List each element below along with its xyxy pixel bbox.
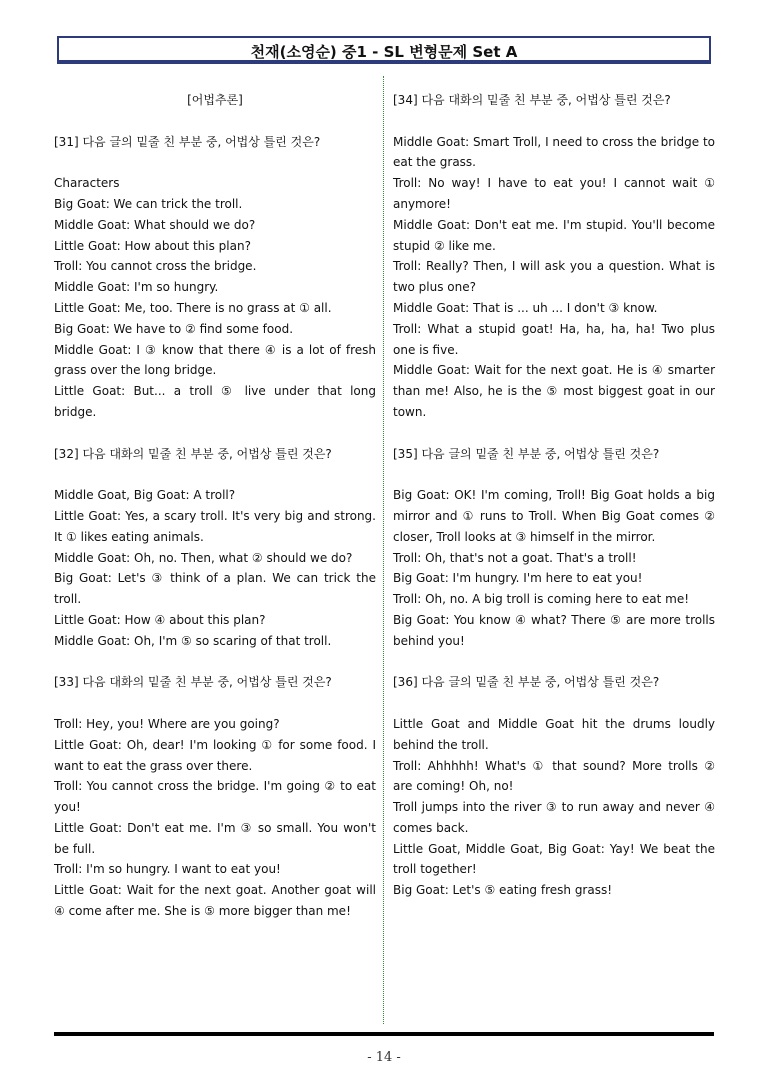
q32-line: Middle Goat, Big Goat: A troll? bbox=[54, 488, 236, 503]
q31-line: Middle Goat: I ③ know that there ④ is a lot of fresh grass over the long bridge. bbox=[54, 342, 376, 378]
q31-line: Big Goat: We can trick the troll. bbox=[54, 196, 243, 211]
q33-line: Little Goat: Wait for the next goat. Another goat will ④ come after me. She is ⑤ more bigger than me! bbox=[54, 883, 376, 919]
q35-line: Troll: Oh, that's not a goat. That's a troll! bbox=[393, 550, 637, 565]
question-33-label: [33] 다음 대화의 밑줄 친 부분 중, 어법상 틀린 것은? bbox=[54, 675, 332, 690]
q34-line: Middle Goat: Don't eat me. I'm stupid. You'll become stupid ② like me. bbox=[393, 217, 715, 253]
page-number: - 14 - bbox=[367, 1050, 401, 1065]
q36-line: Troll: Ahhhhh! What's ① that sound? More trolls ② are coming! Oh, no! bbox=[393, 758, 715, 794]
question-32-label: [32] 다음 대화의 밑줄 친 부분 중, 어법상 틀린 것은? bbox=[54, 446, 332, 461]
question-34-label: [34] 다음 대화의 밑줄 친 부분 중, 어법상 틀린 것은? bbox=[393, 93, 671, 107]
q32-line: Little Goat: Yes, a scary troll. It's very big and strong. It ① likes eating animals. bbox=[54, 508, 376, 544]
q34-line: Middle Goat: That is ... uh ... I don't ③ know. bbox=[393, 300, 658, 315]
q31-line: Little Goat: Me, too. There is no grass at ① all. bbox=[54, 300, 332, 315]
q34-line: Troll: What a stupid goat! Ha, ha, ha, ha! Two plus one is five. bbox=[393, 321, 715, 357]
left-column bbox=[54, 82, 376, 922]
page-title: 천재(소영순) 중1 - SL 변형문제 Set A bbox=[57, 36, 711, 64]
q32-line: Big Goat: Let's ③ think of a plan. We can trick the troll. bbox=[54, 571, 376, 607]
q33-line: Little Goat: Oh, dear! I'm looking ① for some food. I want to eat the grass over there. bbox=[54, 737, 376, 773]
q33-line: Troll: Hey, you! Where are you going? bbox=[54, 716, 280, 731]
q33-line: Troll: I'm so hungry. I want to eat you! bbox=[54, 862, 281, 877]
q31-line: Middle Goat: I'm so hungry. bbox=[54, 280, 219, 295]
q32-line: Middle Goat: Oh, I'm ⑤ so scaring of that troll. bbox=[54, 633, 332, 648]
q34-line: Troll: Really? Then, I will ask you a question. What is two plus one? bbox=[393, 259, 715, 295]
q31-line: Big Goat: We have to ② find some food. bbox=[54, 321, 294, 336]
q33-line: Little Goat: Don't eat me. I'm ③ so small. You won't be full. bbox=[54, 820, 376, 856]
section-heading: [어법추론] bbox=[187, 93, 243, 107]
column-divider bbox=[383, 76, 384, 1024]
q31-line: Troll: You cannot cross the bridge. bbox=[54, 259, 257, 274]
q36-line: Little Goat and Middle Goat hit the drums loudly behind the troll. bbox=[393, 716, 715, 752]
q35-line: Big Goat: You know ④ what? There ⑤ are more trolls behind you! bbox=[393, 612, 715, 648]
q31-line: Middle Goat: What should we do? bbox=[54, 217, 256, 232]
q36-line: Big Goat: Let's ⑤ eating fresh grass! bbox=[393, 883, 613, 898]
q32-line: Little Goat: How ④ about this plan? bbox=[54, 612, 266, 627]
q31-line: Little Goat: But... a troll ⑤ live under that long bridge. bbox=[54, 384, 376, 419]
q35-line: Big Goat: I'm hungry. I'm here to eat you! bbox=[393, 571, 643, 586]
q34-line: Middle Goat: Wait for the next goat. He is ④ smarter than me! Also, he is the ⑤ most biggest goat in our town. bbox=[393, 363, 715, 419]
q35-line: Big Goat: OK! I'm coming, Troll! Big Goat holds a big mirror and ① runs to Troll. When Big Goat comes ② closer, Troll looks at ③ himself in the mirror. bbox=[393, 488, 715, 544]
q31-line: Little Goat: How about this plan? bbox=[54, 238, 251, 253]
q34-line: Middle Goat: Smart Troll, I need to cross the bridge to eat the grass. bbox=[393, 134, 715, 170]
question-31-label: [31] 다음 글의 밑줄 친 부분 중, 어법상 틀린 것은? bbox=[54, 134, 321, 149]
q32-line: Middle Goat: Oh, no. Then, what ② should we do? bbox=[54, 550, 353, 565]
q36-line: Little Goat, Middle Goat, Big Goat: Yay! We beat the troll together! bbox=[393, 841, 715, 877]
q33-line: Troll: You cannot cross the bridge. I'm going ② to eat you! bbox=[54, 779, 376, 815]
q36-line: Troll jumps into the river ③ to run away and never ④ comes back. bbox=[393, 800, 715, 835]
right-column bbox=[393, 82, 715, 901]
footer-rule bbox=[54, 1032, 714, 1036]
q35-line: Troll: Oh, no. A big troll is coming here to eat me! bbox=[393, 592, 690, 607]
q34-line: Troll: No way! I have to eat you! I cannot wait ① anymore! bbox=[393, 176, 715, 211]
question-35-label: [35] 다음 글의 밑줄 친 부분 중, 어법상 틀린 것은? bbox=[393, 446, 660, 461]
q31-line: Characters bbox=[54, 176, 120, 191]
question-36-label: [36] 다음 글의 밑줄 친 부분 중, 어법상 틀린 것은? bbox=[393, 675, 660, 690]
